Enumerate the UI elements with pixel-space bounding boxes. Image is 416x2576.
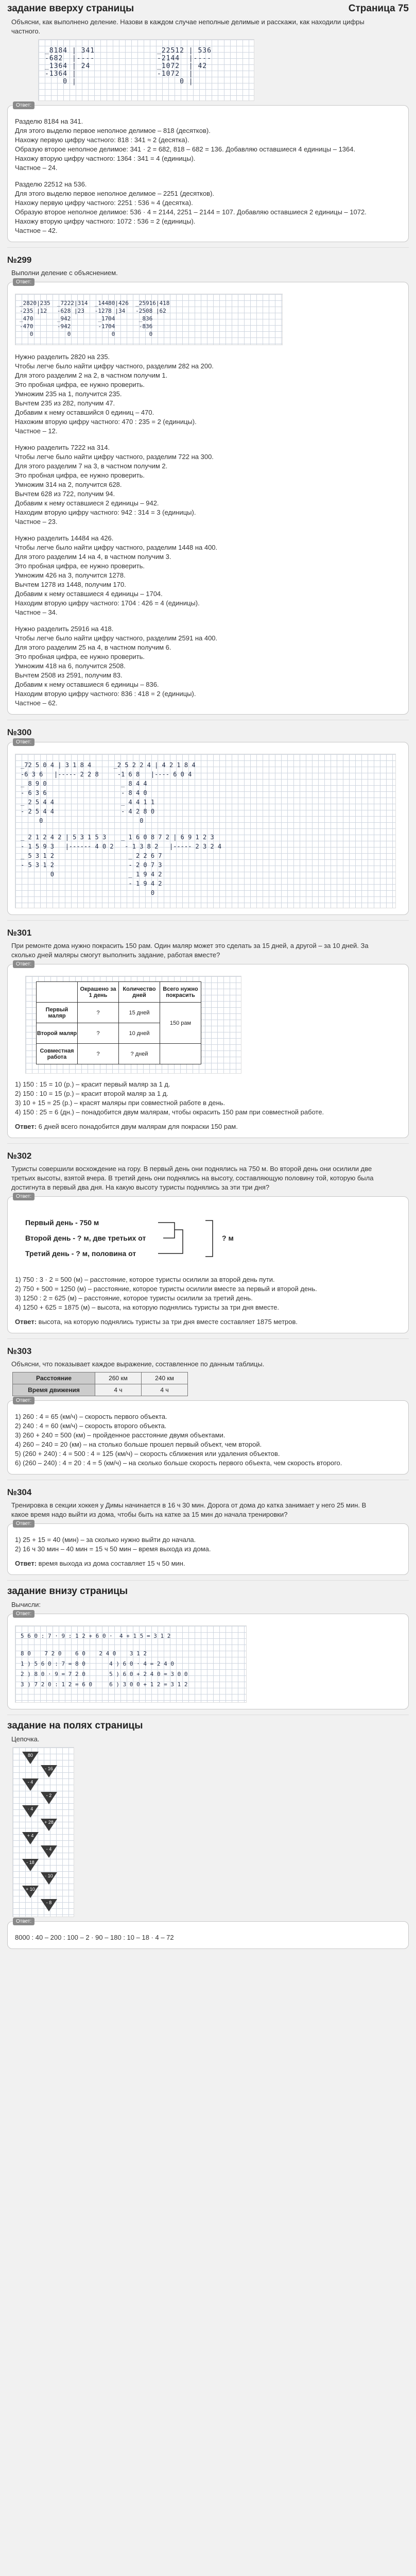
chain-step-label: - 4 [27,1780,33,1785]
answer-299-line: Нужно разделить 25916 на 418. [15,625,114,633]
cell-15: 15 дней [119,1003,160,1023]
task-301-final: Ответ: 6 дней всего понадобится двум малярам для покраски 150 рам. [15,1123,238,1130]
chain-step [18,1792,70,1805]
answer-299-line: Вычтем 235 из 282, получим 47. [15,399,115,407]
hw-top-left-line: -682 |---- [45,55,95,62]
top-intro: Объясни, как выполнено деление. Назови в каждом случае неполные делимые и расскажи, как находили цифры частного. [11,18,365,35]
top-answer-line: Разделю 22512 на 536. [15,180,87,188]
answer-302-line: 3) 1250 : 2 = 625 (м) – расстояние, которое туристы осилили за третий день. [15,1294,253,1302]
bottom-intro: Вычисли: [11,1601,41,1608]
task-300-handwriting [15,754,396,908]
answer-299-line: Нахожим вторую цифру частного: 470 : 235 = 2 (единицы). [15,418,197,426]
chain-step-label: - 18 [26,1860,34,1865]
answer-299-line: Умножим 418 на 6, получится 2508. [15,662,126,670]
answer-301-line: 2) 150 : 10 = 15 (р.) – красит второй маляр за 1 д. [15,1090,168,1097]
handwriting-right [157,47,212,86]
hw-bottom-line: 5 6 0 : 7 · 9 : 1 2 + 6 0 · 4 + 1 5 = 3 1 2 [21,1633,171,1639]
hw-top-right-line: 0 | [157,78,194,86]
hw-300-line: 0 _ 1 9 4 2 [21,871,162,878]
task-303-table: Расстояние 260 км 240 км Время движения 4 ч 4 ч [12,1372,188,1396]
task-303-intro: Объясни, что показывает каждое выражение, составленное по данным таблицы. [11,1360,265,1368]
col-days: Количество дней [119,982,160,1003]
answer-tag: Ответ: [13,1610,34,1618]
top-answer-line: Частное – 24. [15,164,58,172]
top-title: задание вверху страницы [7,3,134,14]
cell-first-per-day: ? [78,1003,119,1023]
bottom-answer-box [7,1611,409,1709]
top-answer-line: Частное – 42. [15,227,58,234]
task-303-answer-box [7,1400,409,1475]
answer-299-line: Вычтем 628 из 722, получим 94. [15,490,115,498]
hw-top-left-line: _8184 | 341 [45,47,95,55]
chain-step-label: - 8 [46,1900,52,1905]
brace-lines [20,1211,247,1268]
chain-step [18,1778,70,1792]
answer-299-line: Чтобы легче было найти цифру частного, разделим 1448 на 400. [15,544,218,551]
hw-top-left-line: _1364 | 24 [45,62,91,70]
hw-top-left-line: -1364 | [45,70,77,78]
answer-303-line: 6) (260 – 240) : 4 = 20 : 4 = 5 (км/ч) – на сколько больше скорость первого объекта, чем скорость второго. [15,1459,342,1467]
hw-bottom-line: 2 ) 8 0 · 9 = 7 2 0 5 ) 6 0 + 2 4 0 = 3 0 0 [21,1671,188,1677]
answer-299-line: Для этого разделим 7 на 3, в частном получим 2. [15,462,168,470]
day3-label: Третий день - ? м, половина от [25,1249,136,1258]
hw-top-right-line: -2144 |---- [157,55,212,62]
chain-step [18,1845,70,1859]
answer-299-line: Частное – 34. [15,608,58,616]
margin-chain-image [12,1747,74,1917]
day2-label: Второй день - ? м, две третьих от [25,1234,146,1242]
task-302-answer-box [7,1196,409,1333]
top-answer-box [7,105,409,242]
handwriting-299 [20,299,169,338]
answer-303-line: 2) 240 : 4 = 60 (км/ч) – скорость второго объекта. [15,1422,167,1430]
bottom-title: задание внизу страницы [7,1586,128,1597]
answer-299-line: Умножим 235 на 1, получится 235. [15,390,122,398]
col-per-day: Окрашено за 1 день [78,982,119,1003]
answer-299-line: Чтобы легче было найти цифру частного, разделим 722 на 300. [15,453,214,461]
row-joint: Совместная работа [37,1044,78,1064]
hw-300-line [21,825,221,833]
answer-tag: Ответ: [13,1193,34,1200]
task-300-title: №300 [7,727,32,737]
answer-299-line: Нужно разделить 2820 на 235. [15,353,110,361]
task-300-answer-box [7,739,409,915]
chain-step [18,1859,70,1872]
row-first: Первый маляр [37,1003,78,1023]
row-second: Второй маляр [37,1023,78,1044]
task-302-title: №302 [7,1151,32,1161]
answer-tag: Ответ: [13,278,34,286]
chain-step-label: - 16 [45,1766,53,1771]
top-answer-line: Нахожу вторую цифру частного: 1072 : 536 = 2 (единицы). [15,217,196,225]
hw-300-line: _ 8 9 0 _ 8 4 4 [21,780,147,787]
answer-299-line: Это пробная цифра, ее нужно проверить. [15,471,145,479]
top-answer-line: Для этого выделю первое неполное делимое – 818 (десятков). [15,127,211,134]
task-304-answer-text [15,1535,401,1554]
task-301-table [36,981,201,1064]
task-302-intro: Туристы совершили восхождение на гору. В первый день они поднялись на 750 м. Во второй день они осилили две третьих высоты, взятой вчера. В третий день они поднялись на высоту, составляющую половину той, которую была достигнута в первый два дня. На какую высоту туристы поднялись за эти три дня? [11,1165,374,1191]
chain-step-label: · 10 [45,1873,53,1878]
hw-299-line: -235 |12 -628 |23 -1278 |34 -2508 |62 [20,308,166,314]
task-299-intro: Выполни деление с объяснением. [11,269,118,277]
answer-299-line: Умножим 426 на 3, получится 1278. [15,571,126,579]
hw-bottom-line: 8 0 7 2 0 6 0 2 4 0 3 1 2 [21,1650,147,1657]
answer-299-line: Чтобы легче было найти цифру частного, разделим 282 на 200. [15,362,214,370]
bottom-handwriting [15,1625,247,1703]
hw-300-line: - 1 5 9 3 |------ 4 0 2 - 1 3 8 2 |----- 2 3 2 4 [21,843,222,850]
hw-300-line: - 2 5 4 4 - 4 2 8 0 [21,808,155,815]
answer-299-line: Нужно разделить 14484 на 426. [15,534,114,542]
answer-299-line: Частное – 23. [15,518,58,526]
top-header [7,0,409,14]
answer-299-line: Вычтем 2508 из 2591, получим 83. [15,671,123,679]
answer-299-line: Для этого разделим 25 на 4, в частном получим 6. [15,643,171,651]
margin-title: задание на полях страницы [7,1720,143,1731]
answer-301-line: 3) 10 + 15 = 25 (р.) – красят маляры при совместной работе в день. [15,1099,226,1107]
task-301-table-image [25,976,241,1074]
task-304-final: Ответ: время выхода из дома составляет 15 ч 50 мин. [15,1560,185,1567]
chain-step [18,1899,70,1912]
hw-300-line: _ 2 1 2 4 2 | 5 3 1 5 3 _ 1 6 0 8 7 2 | 6 9 1 2 3 [21,834,214,841]
handwriting-300 [21,760,221,897]
answer-299-line: Умножим 314 на 2, получится 628. [15,481,122,488]
margin-answer-text: 8000 : 40 – 200 : 100 – 2 · 90 – 180 : 10 – 18 · 4 – 72 [15,1934,174,1941]
chain-step-label: 80 [27,1753,33,1758]
chain-step [18,1872,70,1886]
answer-303-line: 1) 260 : 4 = 65 (км/ч) – скорость первого объекта. [15,1413,167,1420]
margin-answer-box [7,1921,409,1949]
hw-top-right-line: -1072 | [157,70,194,78]
answer-tag: Ответ: [13,1918,34,1925]
hw-bottom-line: 3 ) 7 2 0 : 1 2 = 6 0 6 ) 3 0 0 + 1 2 = 3 1 2 [21,1681,188,1688]
answer-299-line: Нужно разделить 7222 на 314. [15,444,110,451]
top-answer-line: Разделю 8184 на 341. [15,117,83,125]
hw-300-line: 0 [21,889,155,896]
cell-150: 150 рам [160,1003,201,1044]
answer-tag: Ответ: [13,738,34,746]
chain-step-label: · 4 [27,1806,33,1811]
task-304-answer-box [7,1523,409,1575]
hw-top-left-line: 0 | [45,78,77,86]
task-302-diagram [20,1211,247,1268]
chain-step [18,1886,70,1899]
hw-top-right-line: _1072 | 42 [157,62,207,70]
hw-300-line: - 1 9 4 2 [21,880,162,887]
page-number: Страница 75 [348,3,409,14]
answer-304-line: 1) 25 + 15 = 40 (мин) – за сколько нужно выйти до начала. [15,1536,196,1544]
handwriting-left [45,47,95,86]
hw-300-line: - 5 3 1 2 - 2 0 7 3 [21,861,162,869]
chain-step [18,1752,70,1765]
task-304-title: №304 [7,1487,32,1497]
answer-299-line: Вычтем 1278 из 1448, получим 170. [15,581,126,588]
answer-301-line: 1) 150 : 15 = 10 (р.) – красит первый маляр за 1 д. [15,1080,170,1088]
hw-299-line: -470 -942 -1704 -836 [20,323,153,330]
hw-300-line: 0 0 [21,817,144,824]
hw-300-line: -6 3 6 |----- 2 2 8 -1 6 8 |---- 6 0 4 [21,771,192,778]
answer-299-line: Для этого разделим 2 на 2, в частном получим 1. [15,371,168,379]
total-label: ? м [222,1234,234,1242]
answer-302-line: 2) 750 + 500 = 1250 (м) – расстояние, которое туристы осилили вместе за первый и второй день. [15,1285,317,1293]
answer-299-line: Чтобы легче было найти цифру частного, разделим 2591 на 400. [15,634,218,642]
answer-tag: Ответ: [13,1520,34,1528]
task-299-answer-text [15,352,401,708]
hw-bottom-line [21,1641,188,1649]
top-answer-line: Образую второе неполное делимое: 341 · 2 = 682, 818 – 682 = 136. Добавляю оставшиеся 4 единицы – 1364. [15,145,356,153]
answer-299-line: Находим вторую цифру частного: 1704 : 426 = 4 (единицы). [15,599,200,607]
top-handwriting-image [38,39,254,101]
task-302-final: Ответ: высота, на которую поднялись туристы за три дня вместе составляет 1875 метров. [15,1318,298,1326]
answer-299-line: Добавим к нему оставшиеся 4 единицы – 1704. [15,590,163,598]
hw-300-line: _ 2 5 4 4 _ 4 4 1 1 [21,799,155,806]
task-303-title: №303 [7,1346,32,1356]
margin-intro: Цепочка. [11,1735,40,1743]
top-answer-line [15,173,401,180]
answer-299-line: Для этого разделим 14 на 4, в частном получим 3. [15,553,171,561]
chain-step [18,1819,70,1832]
answer-299-line: Это пробная цифра, ее нужно проверить. [15,381,145,388]
answer-299-line [15,436,401,443]
chain-step [18,1805,70,1819]
top-answer-line: Образую второе неполное делимое: 536 · 4 = 2144, 2251 – 2144 = 107. Добавляю оставшиеся 2 единицы – 1072. [15,208,367,216]
hw-top-right-line: _22512 | 536 [157,47,212,55]
hw-299-line: _2820|235 _7222|314 _14480|426 _25916|418 [20,300,170,307]
hw-299-line: 0 0 0 0 [20,331,153,337]
answer-303-line: 5) (260 + 240) : 4 = 500 : 4 = 125 (км/ч) – скорость сближения или удаления объектов. [15,1450,280,1458]
top-answer-line: Нахожу первую цифру частного: 818 : 341 ≈ 2 (десятка). [15,136,189,144]
answer-299-line [15,527,401,534]
chain-step-label: + 4 [27,1833,34,1838]
answer-302-line: 1) 750 : 3 · 2 = 500 (м) – расстояние, которое туристы осилили за второй день пути. [15,1276,275,1283]
answer-299-line: Добавим к нему оставшийся 0 единиц – 470. [15,409,154,416]
chain-step-label: + 28 [44,1820,54,1825]
answer-302-line: 4) 1250 + 625 = 1875 (м) – высота, на которую поднялись туристы за три дня вместе. [15,1303,280,1311]
answer-299-line: Добавим к нему оставшиеся 6 единицы – 836. [15,681,159,688]
answer-tag: Ответ: [13,960,34,968]
answer-tag: Ответ: [13,1397,34,1404]
answer-tag: Ответ: [13,101,34,109]
answer-299-line: Добавим к нему оставшиеся 2 единицы – 942. [15,499,159,507]
answer-299-line: Находим вторую цифру частного: 942 : 314 = 3 (единицы). [15,509,196,516]
hw-300-line: _72 5 0 4 | 3 1 8 4 _2 5 2 2 4 | 4 2 1 8 4 [21,761,196,769]
answer-299-line: Частное – 12. [15,427,58,435]
cell-second-per-day: ? [78,1023,119,1044]
hw-300-line: _ 5 3 1 2 _ 2 2 6 7 [21,852,162,859]
answer-299-line: Это пробная цифра, ее нужно проверить. [15,653,145,660]
cell-10: 10 дней [119,1023,160,1044]
handwriting-bottom [21,1631,188,1690]
task-299-handwriting [15,294,283,345]
triangle-chain [18,1752,70,1912]
day1-label: Первый день - 750 м [25,1218,99,1227]
task-301-title: №301 [7,928,32,938]
chain-step [18,1832,70,1845]
task-302-answer-text [15,1275,401,1312]
answer-303-line: 3) 260 + 240 = 500 (км) – пройденное расстояние двумя объектами. [15,1431,226,1439]
task-301-answer-box [7,961,409,1138]
top-answer-text [15,117,401,235]
answer-299-line: Это пробная цифра, ее нужно проверить. [15,562,145,570]
task-303-answer-text [15,1412,401,1468]
top-answer-line: Нахожу вторую цифру частного: 1364 : 341 = 4 (единицы). [15,155,196,162]
cell-joint-per-day: ? [78,1044,119,1064]
chain-step-label: - 4 [46,1846,52,1852]
task-299-answer-box [7,279,409,715]
chain-step [18,1765,70,1778]
cell-q-days: ? дней [119,1044,160,1064]
hw-299-line: _470 _942 _1704 _836 [20,315,153,322]
answer-303-line: 4) 260 – 240 = 20 (км) – на столько больше прошел первый объект, чем второй. [15,1440,262,1448]
chain-step-label: - 2 [46,1793,52,1798]
top-answer-line: Нахожу первую цифру частного: 2251 : 536 ≈ 4 (десятка). [15,199,193,207]
answer-299-line: Частное – 62. [15,699,58,707]
answer-299-line [15,617,401,624]
task-304-intro: Тренировка в секции хоккея у Димы начинается в 16 ч 30 мин. Дорога от дома до катка занимает у него 25 мин. В какое время надо выйти из дома, чтобы быть на катке за 15 мин до начала тренировки? [11,1501,367,1518]
hw-bottom-line: 1 ) 5 6 0 : 7 = 8 0 4 ) 6 0 · 4 = 2 4 0 [21,1660,175,1667]
task-299-title: №299 [7,255,32,265]
chain-step-label: + 10 [26,1887,35,1892]
task-301-intro: При ремонте дома нужно покрасить 150 рам. Один маляр может это сделать за 15 дней, а другой – за 10 дней. За сколько дней маляры смогут выполнить задание, работая вместе? [11,942,369,959]
hw-300-line: - 6 3 6 - 8 4 0 [21,789,147,796]
answer-301-line: 4) 150 : 25 = 6 (дн.) – понадобится двум малярам, чтобы окрасить 150 рам при совместной работе. [15,1108,324,1116]
task-301-answer-text [15,1080,401,1117]
col-total: Всего нужно покрасить [160,982,201,1003]
answer-304-line: 2) 16 ч 30 мин – 40 мин = 15 ч 50 мин – время выхода из дома. [15,1545,211,1553]
top-answer-line: Для этого выделю первое неполное делимое – 2251 (десятков). [15,190,215,197]
answer-299-line: Находим вторую цифру частного: 836 : 418 = 2 (единицы). [15,690,196,698]
